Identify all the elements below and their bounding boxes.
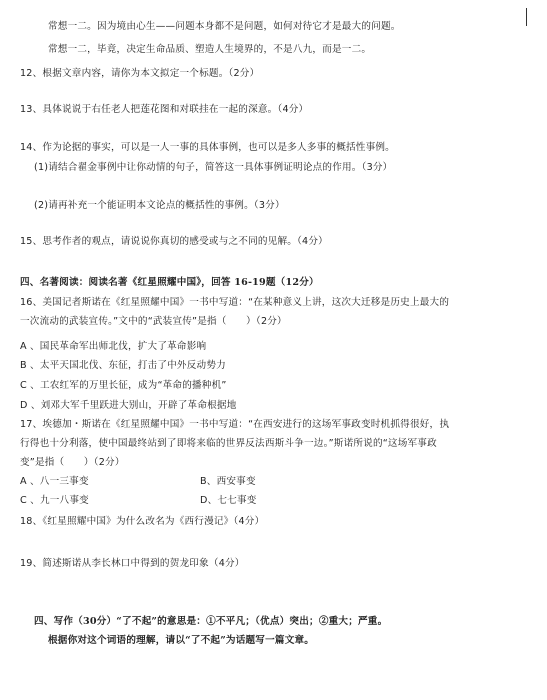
section-heading-writing: 四、写作（30分）“了不起”的意思是：①不平凡；（优点）突出；②重大；严重。 [34,616,388,627]
question-17: 17、埃德加・斯诺在《红星照耀中国》一书中写道：“在西安进行的这场军事政变时机抓得很好，执 [20,419,450,430]
question-14-part-2: (2)请再补充一个能证明本文论点的概括性的事例。（3分） [34,200,285,211]
option-b: B、西安事变 [200,476,256,487]
question-13: 13、具体说说于右任老人把莲花图和对联挂在一起的深意。（4分） [20,104,309,115]
option-a: A 、八一三事变 [20,476,89,487]
question-14: 14、作为论据的事实，可以是一人一事的具体事例，也可以是多人多事的概括性事例。 [20,142,395,153]
question-18: 18、《红星照耀中国》为什么改名为《西行漫记》（4分） [20,516,265,527]
text-line: 常想一二。因为境由心生——问题本身都不是问题，如何对待它才是最大的问题。 [48,21,401,32]
question-15: 15、思考作者的观点，请说说你真切的感受或与之不同的见解。（4分） [20,236,328,247]
question-16-cont: 一次流动的武装宣传。”文中的“武装宣传”是指（ ）（2分） [20,316,287,327]
option-d: D、七七事变 [200,495,257,506]
text-line: 常想一二，毕竟，决定生命品质、塑造人生境界的，不是八九，而是一二。 [48,44,372,55]
question-16: 16、美国记者斯诺在《红星照耀中国》一书中写道：“在某种意义上讲，这次大迁移是历史上最大的 [20,297,450,308]
option-b: B 、太平天国北伐、东征，打击了中外反动势力 [20,360,226,371]
option-c: C 、工农红军的万里长征，成为“革命的播种机” [20,380,227,391]
writing-prompt: 根据你对这个词语的理解，请以“了不起”为话题写一篇文章。 [48,635,315,646]
option-d: D 、刘邓大军千里跃进大别山，开辟了革命根据地 [20,400,237,411]
question-17-cont: 变”是指（ ）（2分） [20,457,125,468]
option-c: C 、九一八事变 [20,495,89,506]
question-14-part-1: (1)请结合翟金事例中让你动情的句子，简答这一具体事例证明论点的作用。（3分） [34,162,393,173]
section-heading-reading: 四、名著阅读：阅读名著《红星照耀中国》，回答 16-19题（12分） [20,277,319,288]
option-a: A 、国民革命军出师北伐，扩大了革命影响 [20,341,207,352]
question-19: 19、简述斯诺从李长林口中得到的贺龙印象（4分） [20,558,245,569]
question-12: 12、根据文章内容，请你为本文拟定一个标题。（2分） [20,68,260,79]
question-17-cont: 行得也十分利落，使中国最终站到了即将来临的世界反法西斯斗争一边。”斯诺所说的“这场军事政 [20,438,437,449]
page-corner-mark [526,8,539,26]
